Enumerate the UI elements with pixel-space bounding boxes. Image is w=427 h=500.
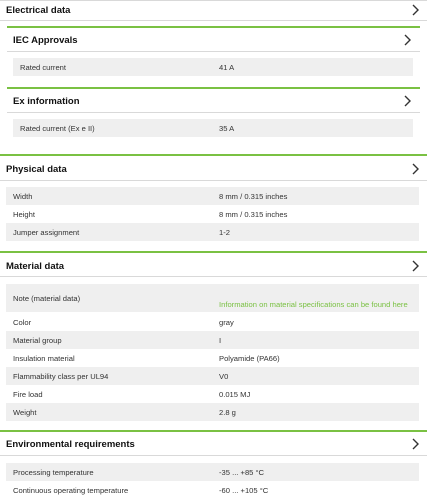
table-row <box>6 187 419 205</box>
divider <box>0 180 427 181</box>
row-label: Rated current (Ex e II) <box>20 124 95 133</box>
subsection-title-ex[interactable]: Ex information <box>13 96 80 107</box>
row-label: Height <box>13 210 35 219</box>
top-divider <box>0 0 427 1</box>
row-label: Rated current <box>20 63 67 72</box>
section-title-material[interactable]: Material data <box>6 261 65 272</box>
row-label: Processing temperature <box>13 468 94 477</box>
row-label: Jumper assignment <box>13 228 80 237</box>
row-value: -35 ... +85 °C <box>219 468 265 477</box>
section-title-physical[interactable]: Physical data <box>6 164 67 175</box>
row-value: Polyamide (PA66) <box>219 354 280 363</box>
row-value: 41 A <box>219 63 235 72</box>
chevron-right-icon[interactable] <box>402 34 412 46</box>
chevron-right-icon[interactable] <box>410 4 420 16</box>
row-value: 35 A <box>219 124 235 133</box>
row-label: Weight <box>13 408 37 417</box>
divider <box>7 112 420 113</box>
row-value: 8 mm / 0.315 inches <box>219 192 288 201</box>
table-row <box>6 463 419 481</box>
divider <box>0 20 427 21</box>
section-title-environmental[interactable]: Environmental requirements <box>6 439 135 450</box>
table-row <box>6 223 419 241</box>
table-row <box>6 313 419 331</box>
row-value: 2.8 g <box>219 408 236 417</box>
table-row <box>6 403 419 421</box>
row-label: Continuous operating temperature <box>13 486 129 495</box>
accent-line <box>0 430 427 432</box>
table-row <box>6 205 419 223</box>
divider <box>7 51 420 52</box>
row-label: Note (material data) <box>13 294 81 303</box>
table-row <box>6 481 419 499</box>
row-value: 8 mm / 0.315 inches <box>219 210 288 219</box>
material-info-link[interactable]: Information on material specifications can be found here <box>219 300 408 309</box>
table-row <box>6 385 419 403</box>
table-row <box>6 367 419 385</box>
accent-line <box>7 87 420 89</box>
chevron-right-icon[interactable] <box>402 95 412 107</box>
row-label: Color <box>13 318 32 327</box>
table-row <box>6 331 419 349</box>
accent-line <box>7 26 420 28</box>
subsection-title-iec[interactable]: IEC Approvals <box>13 35 78 46</box>
row-value: 0.015 MJ <box>219 390 251 399</box>
section-title-electrical[interactable]: Electrical data <box>6 5 71 16</box>
row-label: Fire load <box>13 390 43 399</box>
row-label: Material group <box>13 336 62 345</box>
row-label: Flammability class per UL94 <box>13 372 109 381</box>
chevron-right-icon[interactable] <box>410 260 420 272</box>
row-label: Insulation material <box>13 354 75 363</box>
row-label: Width <box>13 192 33 201</box>
row-value: -60 ... +105 °C <box>219 486 269 495</box>
divider <box>0 276 427 277</box>
table-row <box>13 58 413 76</box>
table-row-note <box>6 284 419 312</box>
table-row <box>6 349 419 367</box>
chevron-right-icon[interactable] <box>410 438 420 450</box>
row-value: 1-2 <box>219 228 230 237</box>
accent-line <box>0 154 427 156</box>
row-value: I <box>219 336 222 345</box>
table-row <box>13 119 413 137</box>
chevron-right-icon[interactable] <box>410 163 420 175</box>
row-value: V0 <box>219 372 229 381</box>
row-value: gray <box>219 318 234 327</box>
accent-line <box>0 251 427 253</box>
divider <box>0 455 427 456</box>
